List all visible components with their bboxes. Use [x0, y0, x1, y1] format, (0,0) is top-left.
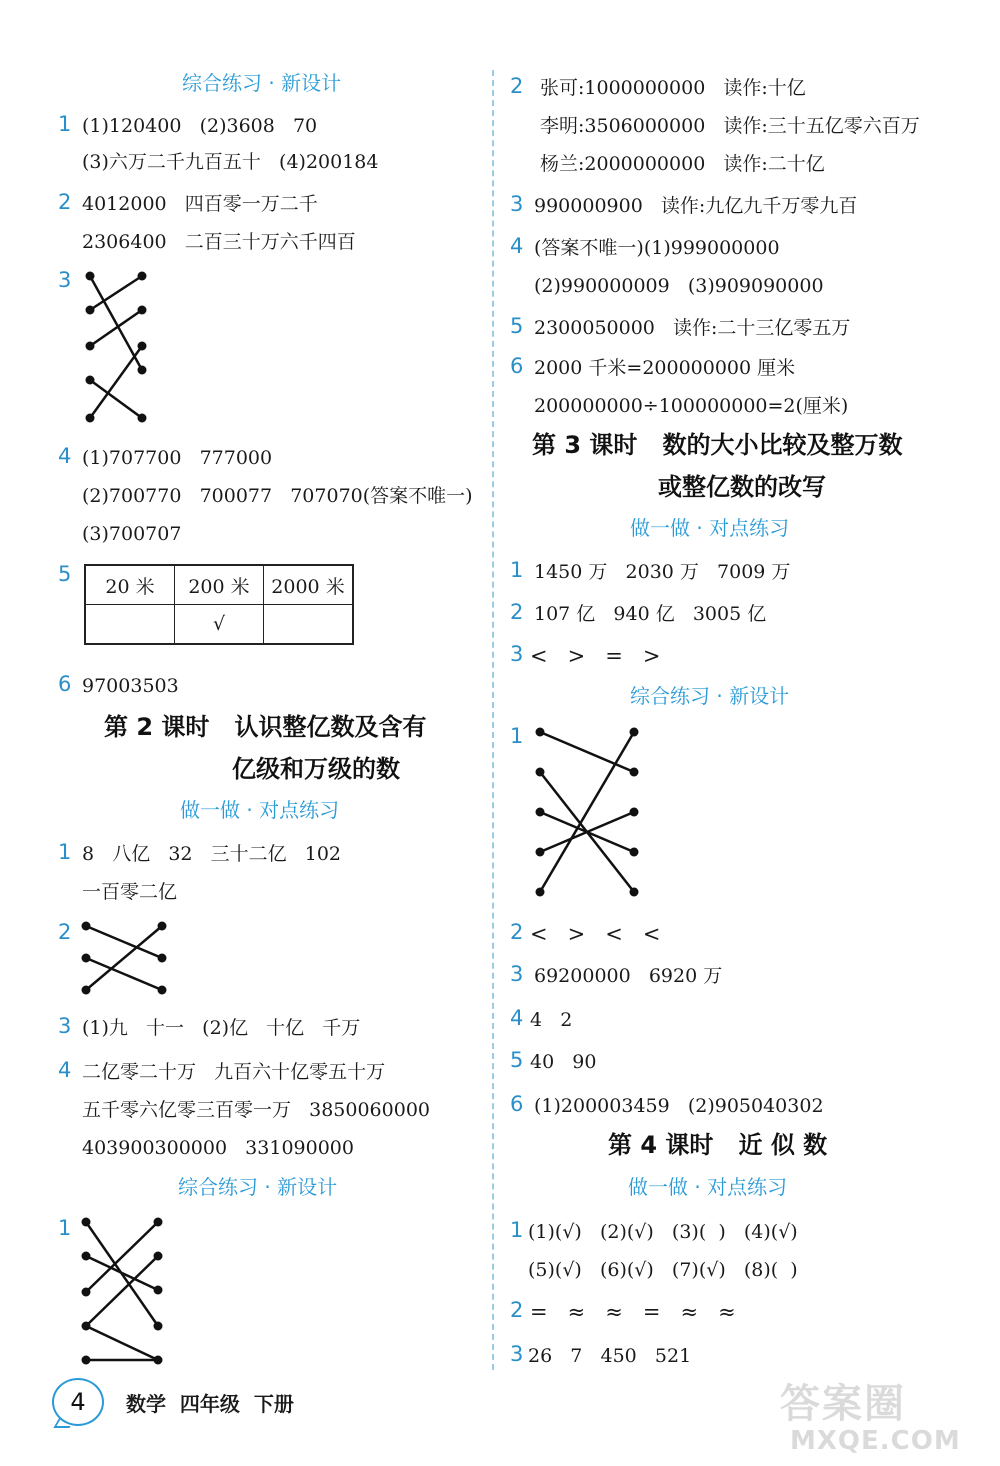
answer-line: 二亿零二十万 九百六十亿零五十万	[82, 1061, 386, 1083]
question-number: 1	[58, 840, 72, 864]
matching-diagram	[80, 268, 160, 428]
question-number: 2	[58, 190, 72, 214]
question-number: 3	[510, 1342, 524, 1366]
table-cell: √	[175, 605, 264, 645]
answer-line: (3)六万二千九百五十 (4)200184	[82, 151, 379, 173]
question-number: 2	[510, 600, 524, 624]
answer-line: (2)990000009 (3)909090000	[534, 275, 824, 297]
watermark-url: MXQE.COM	[790, 1426, 961, 1456]
answer-line: 40 90	[530, 1051, 597, 1073]
question-number: 2	[510, 1298, 524, 1322]
section-heading: 做一做 · 对点练习	[630, 516, 790, 540]
answer-line: < > < <	[530, 922, 661, 946]
answer-line: (2)700770 700077 707070(答案不唯一)	[82, 485, 473, 507]
answer-line: 一百零二亿	[82, 881, 178, 903]
matching-diagram	[80, 918, 180, 998]
answer-table	[84, 564, 354, 645]
answer-line: 990000900 读作:九亿九千万零九百	[534, 195, 858, 217]
matching-diagram	[530, 724, 650, 904]
section-heading: 综合练习 · 新设计	[182, 71, 342, 95]
answer-line: 403900300000 331090000	[82, 1137, 354, 1159]
question-number: 2	[510, 74, 524, 98]
section-heading: 综合练习 · 新设计	[178, 1175, 338, 1199]
section-heading: 做一做 · 对点练习	[628, 1175, 788, 1199]
section-heading: 综合练习 · 新设计	[630, 684, 790, 708]
lesson-title: 第 2 课时 认识整亿数及含有	[104, 713, 427, 741]
question-number: 6	[510, 354, 524, 378]
answer-line: 2306400 二百三十万六千四百	[82, 231, 356, 253]
question-number: 4	[58, 444, 72, 468]
question-number: 3	[510, 962, 524, 986]
table-header: 20 米	[85, 565, 175, 605]
question-number: 4	[510, 1006, 524, 1030]
answer-line: 李明:3506000000 读作:三十五亿零六百万	[540, 115, 920, 137]
question-number: 2	[510, 920, 524, 944]
question-number: 3	[58, 1014, 72, 1038]
answer-line: 2300050000 读作:二十三亿零五万	[534, 317, 851, 339]
answer-line: 张可:1000000000 读作:十亿	[540, 77, 806, 99]
answer-line: (1)(√) (2)(√) (3)( ) (4)(√)	[528, 1221, 798, 1243]
lesson-title: 第 4 课时 近 似 数	[608, 1131, 828, 1159]
question-number: 5	[510, 314, 524, 338]
question-number: 3	[510, 642, 524, 666]
column-divider	[492, 70, 494, 1370]
section-heading: 做一做 · 对点练习	[180, 798, 340, 822]
question-number: 3	[58, 268, 72, 292]
question-number: 3	[510, 192, 524, 216]
table-header: 2000 米	[264, 565, 354, 605]
answer-line: 1450 万 2030 万 7009 万	[534, 561, 791, 583]
lesson-title: 第 3 课时 数的大小比较及整万数	[532, 431, 903, 459]
matching-diagram	[78, 1214, 168, 1368]
question-number: 2	[58, 920, 72, 944]
question-number: 1	[510, 1218, 524, 1242]
answer-line: (3)700707	[82, 523, 182, 545]
question-number: 1	[58, 1216, 72, 1240]
answer-line: 4012000 四百零一万二千	[82, 193, 318, 215]
question-number: 1	[510, 558, 524, 582]
question-number: 4	[58, 1058, 72, 1082]
answer-line: 200000000÷100000000=2(厘米)	[534, 395, 849, 417]
answer-line: 2000 千米=200000000 厘米	[534, 357, 796, 379]
answer-line: 107 亿 940 亿 3005 亿	[534, 603, 767, 625]
answer-line: 4 2	[530, 1009, 573, 1031]
book-title: 数学 四年级 下册	[126, 1392, 294, 1416]
watermark-logo: 答案圈	[780, 1381, 906, 1427]
answer-line: 8 八亿 32 三十二亿 102	[82, 843, 342, 865]
answer-line: = ≈ ≈ = ≈ ≈	[530, 1300, 736, 1324]
answer-line: (1)707700 777000	[82, 447, 273, 469]
question-number: 6	[58, 672, 72, 696]
answer-line: (1)九 十一 (2)亿 十亿 千万	[82, 1017, 361, 1039]
answer-line: 杨兰:2000000000 读作:二十亿	[540, 153, 825, 175]
question-number: 4	[510, 234, 524, 258]
table-cell	[264, 605, 354, 645]
question-number: 1	[58, 112, 72, 136]
answer-line: 97003503	[82, 675, 179, 697]
answer-line: (答案不唯一)(1)999000000	[534, 237, 780, 259]
lesson-title: 亿级和万级的数	[232, 755, 400, 783]
page-number: 4	[52, 1378, 104, 1426]
question-number: 5	[510, 1048, 524, 1072]
answer-line: 26 7 450 521	[528, 1345, 692, 1367]
question-number: 1	[510, 724, 524, 748]
answer-line: < > = >	[530, 644, 661, 668]
answer-line: (1)200003459 (2)905040302	[534, 1095, 824, 1117]
question-number: 6	[510, 1092, 524, 1116]
question-number: 5	[58, 562, 72, 586]
lesson-title: 或整亿数的改写	[658, 473, 826, 501]
answer-line: (5)(√) (6)(√) (7)(√) (8)( )	[528, 1259, 798, 1281]
answer-line: 五千零六亿零三百零一万 3850060000	[82, 1099, 431, 1121]
answer-line: 69200000 6920 万	[534, 965, 723, 987]
answer-line: (1)120400 (2)3608 70	[82, 115, 318, 137]
table-cell	[85, 605, 175, 645]
table-header: 200 米	[175, 565, 264, 605]
